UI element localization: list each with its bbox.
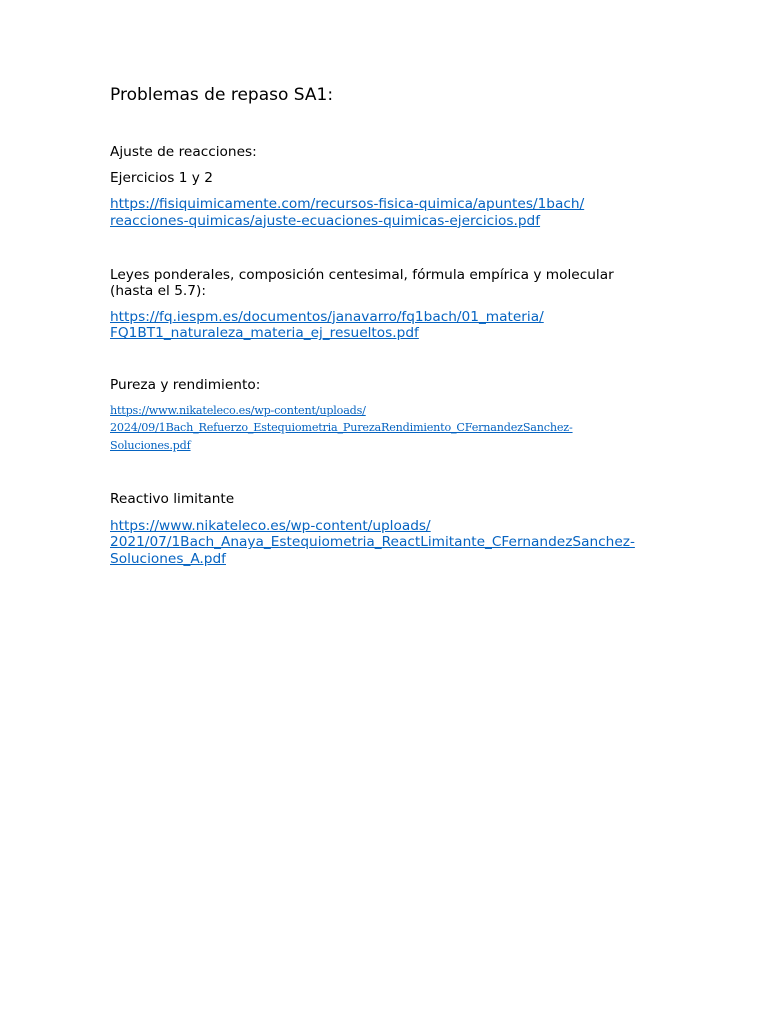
page-title: Problemas de repaso SA1:: [110, 85, 334, 105]
section-heading: Reactivo limitante: [110, 491, 235, 508]
section-pureza-rendimiento: [110, 377, 670, 455]
link-reactivo-limitante[interactable]: [110, 518, 670, 568]
link-line: Soluciones.pdf: [110, 439, 191, 453]
section-reactivo-limitante: [110, 491, 670, 568]
link-line: 2021/07/1Bach_Anaya_Estequiometria_ReactLimitante_CFernandezSanchez-: [110, 534, 635, 551]
link-line: https://www.nikateleco.es/wp-content/uploads/: [110, 403, 366, 417]
section-ajuste-reacciones: [110, 144, 670, 230]
document-page: [110, 84, 670, 568]
link-line: FQ1BT1_naturaleza_materia_ej_resueltos.pdf: [110, 325, 419, 342]
link-line: reacciones-quimicas/ajuste-ecuaciones-quimicas-ejercicios.pdf: [110, 212, 541, 229]
link-line: https://www.nikateleco.es/wp-content/uploads/: [110, 517, 431, 534]
section-heading: Pureza y rendimiento:: [110, 377, 261, 394]
link-naturaleza-materia[interactable]: [110, 309, 670, 343]
heading-line: (hasta el 5.7):: [110, 283, 206, 300]
section-heading: Ajuste de reacciones:: [110, 144, 257, 160]
link-pureza-rendimiento[interactable]: [110, 402, 670, 455]
link-line: Soluciones_A.pdf: [110, 551, 226, 568]
link-line: https://fq.iespm.es/documentos/janavarro/fq1bach/01_materia/: [110, 308, 544, 325]
section-leyes-ponderales: [110, 267, 670, 343]
link-line: https://fisiquimicamente.com/recursos-fisica-quimica/apuntes/1bach/: [110, 196, 585, 212]
section-heading: [110, 267, 670, 300]
link-line: 2024/09/1Bach_Refuerzo_Estequiometria_PurezaRendimiento_CFernandezSanchez-: [110, 421, 573, 435]
link-ajuste-ecuaciones[interactable]: [110, 196, 670, 230]
section-subheading: Ejercicios 1 y 2: [110, 169, 213, 186]
heading-line: Leyes ponderales, composición centesimal, fórmula empírica y molecular: [110, 266, 614, 283]
